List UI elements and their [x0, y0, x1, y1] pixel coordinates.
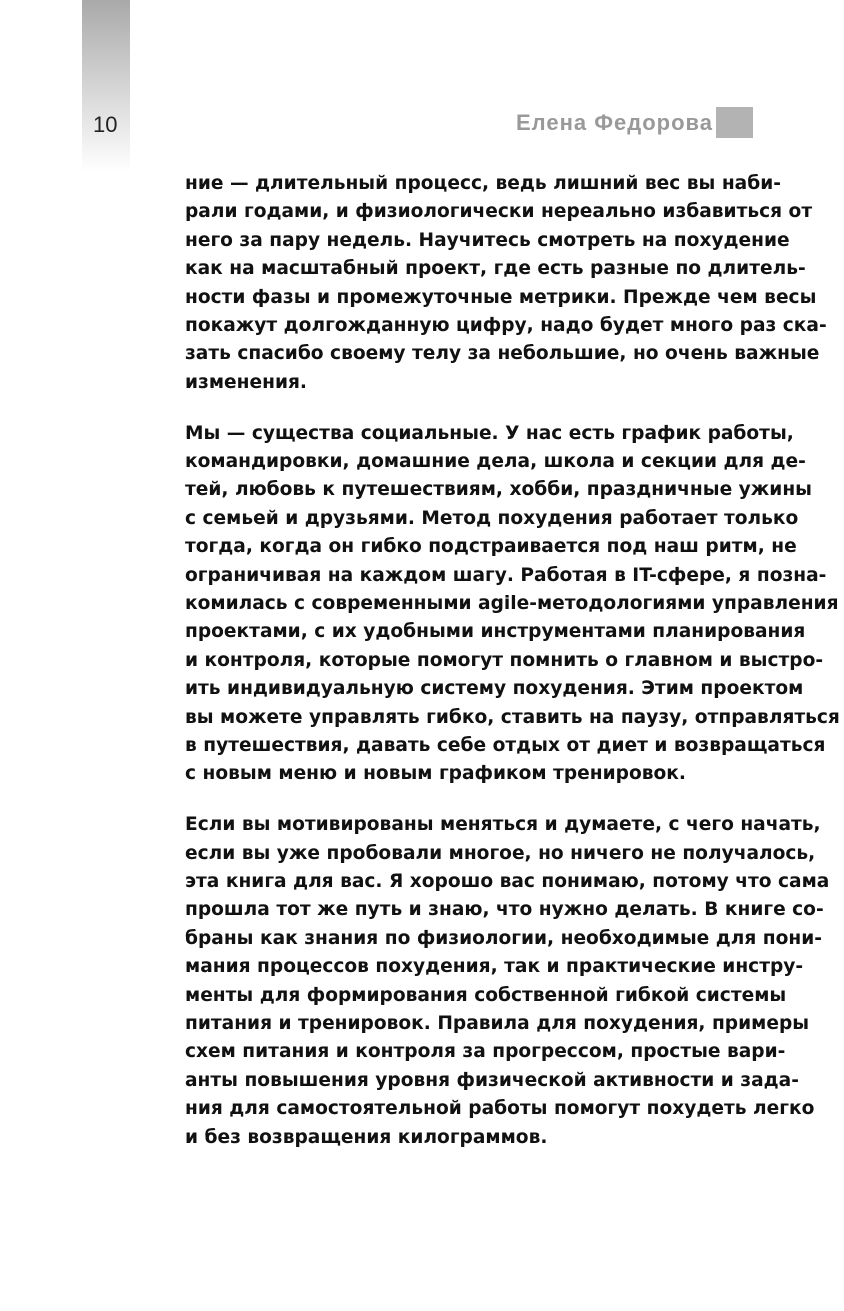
- text-line: комилась с современными agile-методологиями управления: [185, 592, 839, 614]
- text-line: рали годами, и физиологически нереально избавиться от: [185, 201, 813, 223]
- text-line: питания и тренировок. Правила для похудения, примеры: [185, 1012, 810, 1034]
- text-line: менты для формирования собственной гибкой системы: [185, 984, 787, 1006]
- text-line: тогда, когда он гибко подстраивается под наш ритм, не: [185, 536, 797, 558]
- text-line: ние — длительный процесс, ведь лишний вес вы наби-: [185, 173, 781, 194]
- text-line: ить индивидуальную систему похудения. Этим проектом: [185, 678, 804, 700]
- body-text: [185, 170, 840, 1174]
- text-line: с новым меню и новым графиком тренировок.: [185, 763, 686, 785]
- header-decor-square: [716, 107, 753, 138]
- text-line: покажут долгожданную цифру, надо будет много раз ска-: [185, 314, 827, 336]
- text-line: тей, любовь к путешествиям, хобби, праздничные ужины: [185, 479, 812, 501]
- text-line: как на масштабный проект, где есть разные по длитель-: [185, 258, 806, 280]
- text-line: изменения.: [185, 371, 307, 393]
- running-header-author: Елена Федорова: [516, 110, 713, 135]
- text-line: анты повышения уровня физической активности и зада-: [185, 1069, 799, 1091]
- text-line: ния для самостоятельной работы помогут похудеть легко: [185, 1098, 815, 1120]
- text-line: и контроля, которые помогут помнить о главном и выстро-: [185, 649, 824, 671]
- text-line: проектами, с их удобными инструментами планирования: [185, 621, 806, 643]
- text-line: зать спасибо своему телу за небольшие, но очень важные: [185, 343, 820, 365]
- text-line: Если вы мотивированы меняться и думаете, с чего начать,: [185, 814, 821, 836]
- text-line: и без возвращения килограммов.: [185, 1126, 548, 1148]
- text-line: него за пару недель. Научитесь смотреть на похудение: [185, 229, 790, 251]
- text-line: ограничивая на каждом шагу. Работая в IT-сфере, я позна-: [185, 564, 827, 586]
- text-line: схем питания и контроля за прогрессом, простые вари-: [185, 1041, 786, 1063]
- paragraph: [185, 420, 840, 789]
- text-line: командировки, домашние дела, школа и секции для де-: [185, 451, 806, 473]
- text-line: с семьей и друзьями. Метод похудения работает только: [185, 507, 799, 529]
- text-line: браны как знания по физиологии, необходимые для пони-: [185, 927, 822, 949]
- text-line: вы можете управлять гибко, ставить на паузу, отправляться: [185, 706, 840, 728]
- text-line: в путешествия, давать себе отдых от диет и возвращаться: [185, 734, 826, 756]
- text-line: прошла тот же путь и знаю, что нужно делать. В книге со-: [185, 899, 824, 921]
- page-edge-bar: [82, 0, 130, 172]
- paragraph: [185, 811, 830, 1152]
- text-line: Мы — существа социальные. У нас есть график работы,: [185, 422, 794, 444]
- text-line: если вы уже пробовали многое, но ничего не получалось,: [185, 842, 816, 864]
- text-line: ности фазы и промежуточные метрики. Прежде чем весы: [185, 286, 817, 308]
- paragraph: [185, 170, 827, 397]
- text-line: мания процессов похудения, так и практические инстру-: [185, 956, 804, 978]
- text-line: эта книга для вас. Я хорошо вас понимаю, потому что сама: [185, 870, 830, 892]
- page-number: 10: [93, 112, 118, 137]
